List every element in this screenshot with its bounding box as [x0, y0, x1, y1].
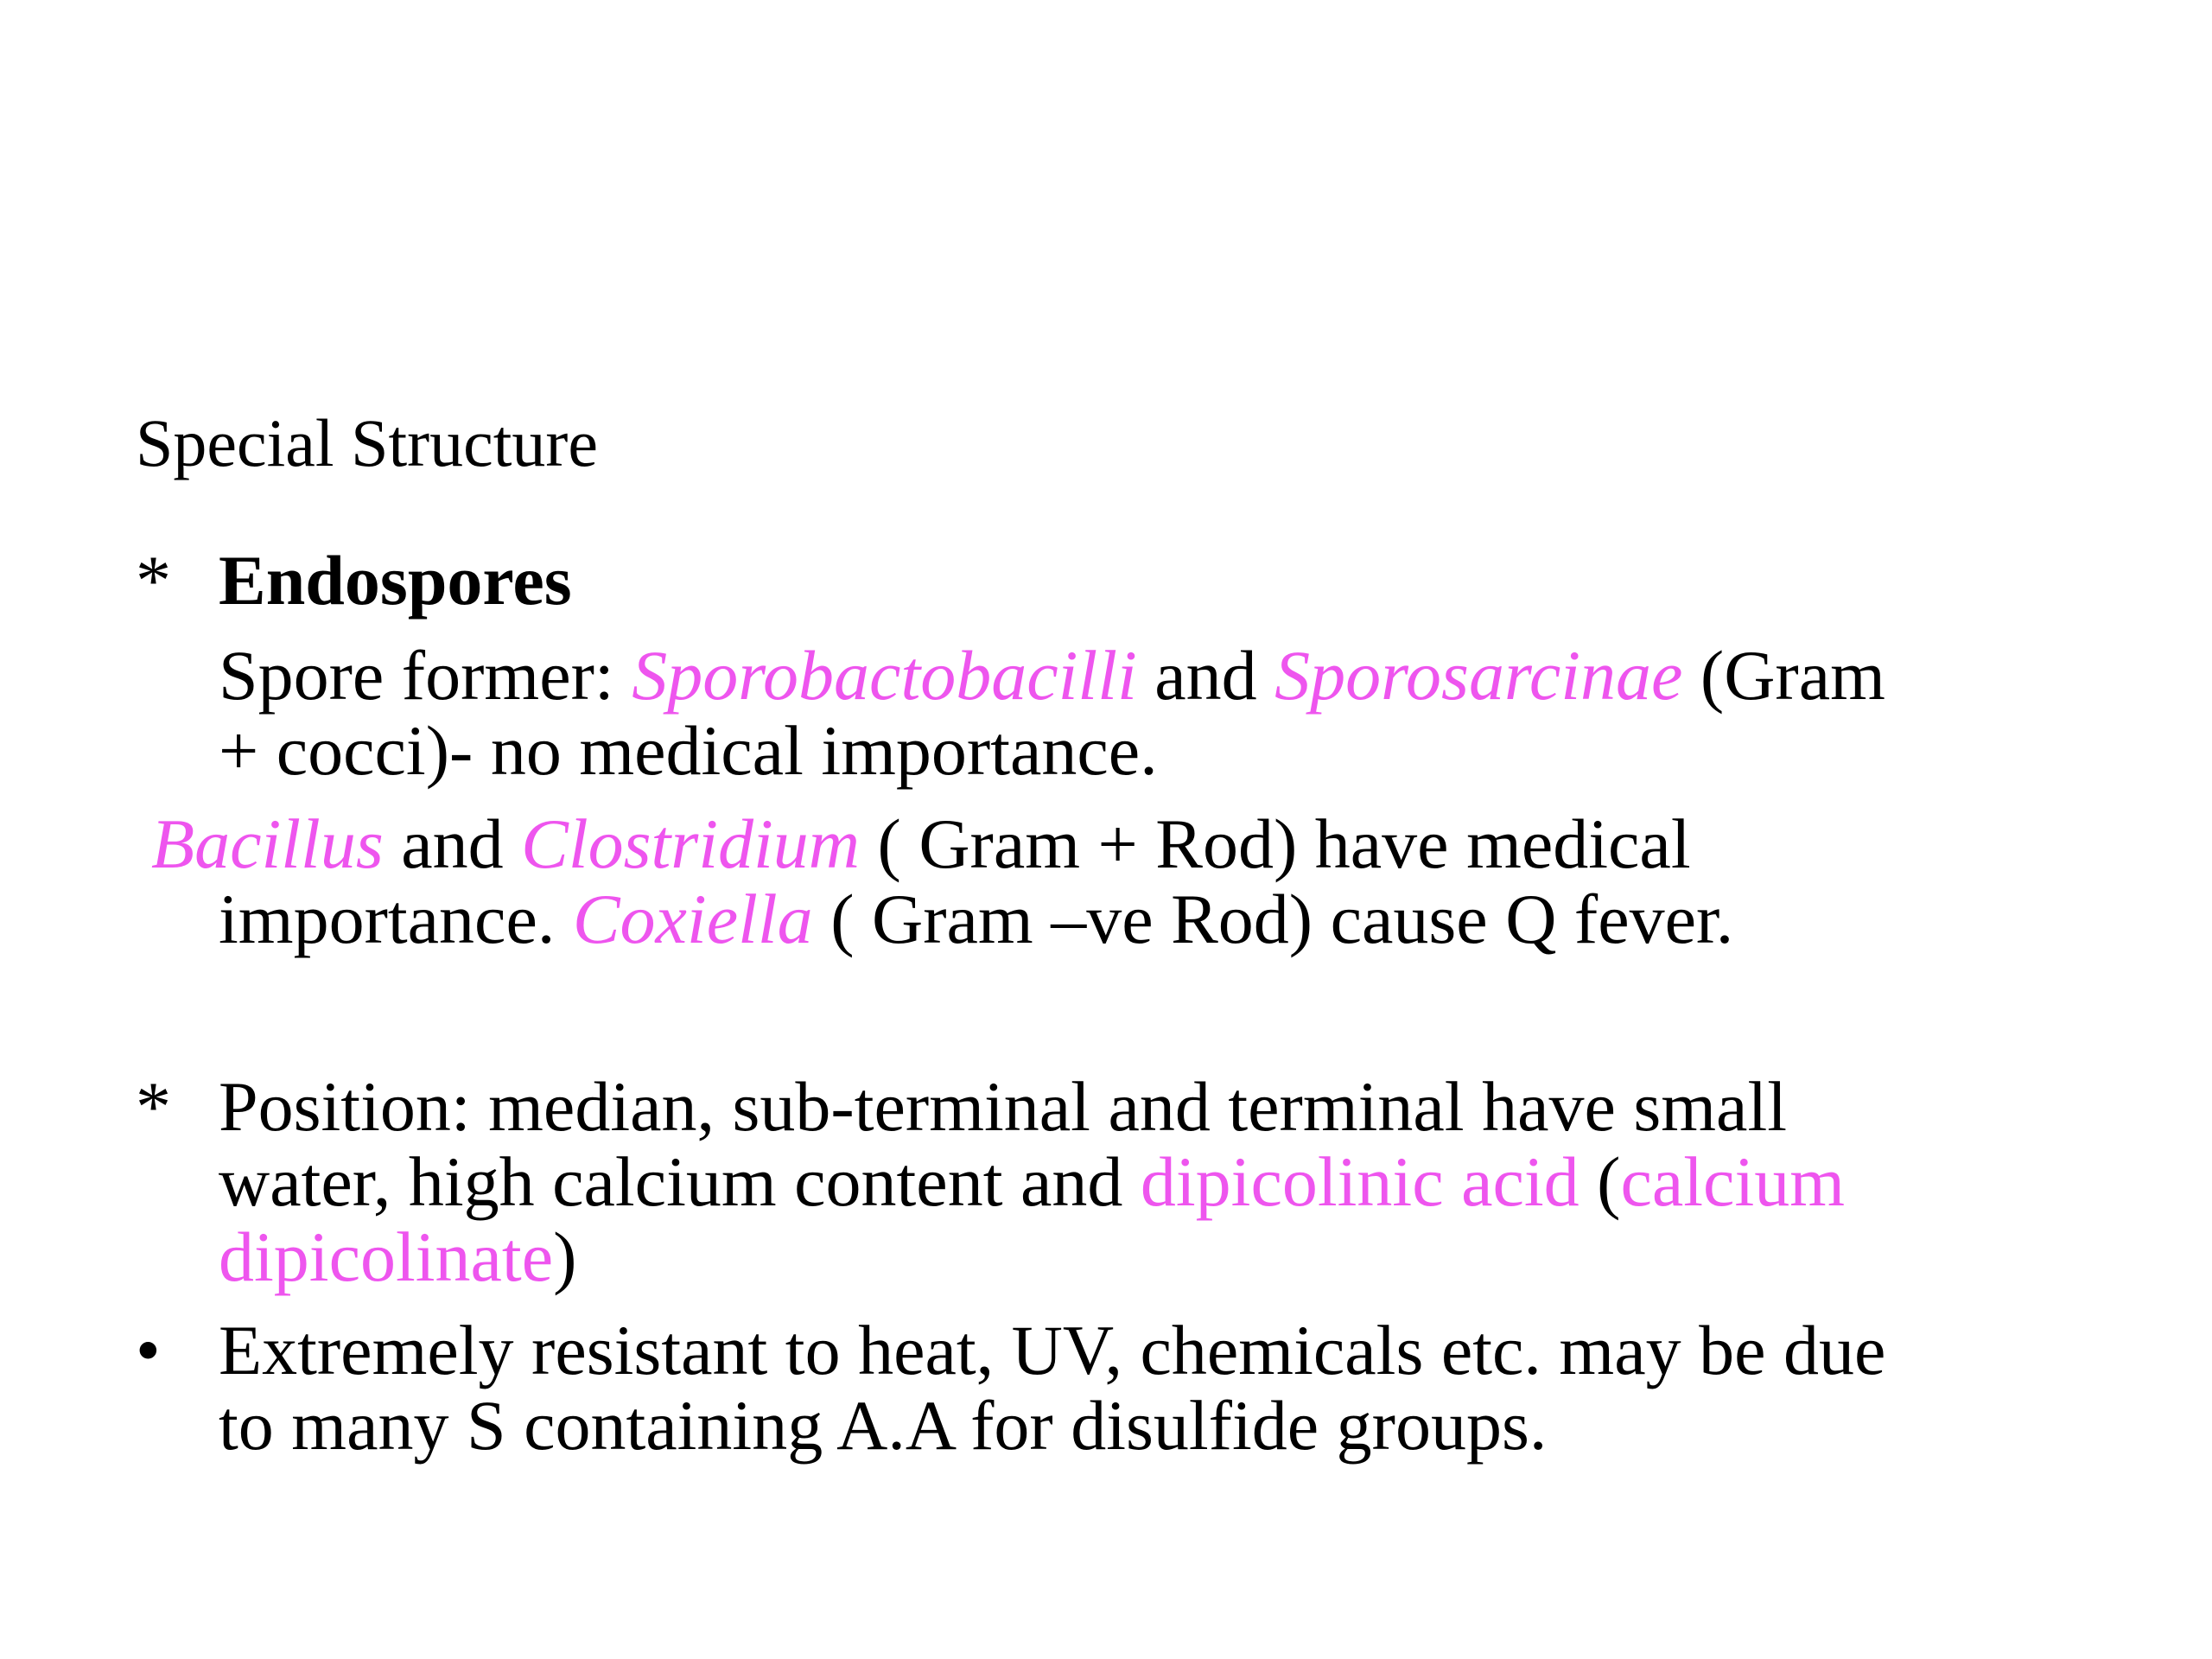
position-line-3 [219, 1219, 576, 1294]
asterisk-marker: * [136, 541, 171, 620]
open-paren: ( [1579, 1142, 1621, 1221]
spore-former-line [219, 638, 1885, 713]
genus-sporobactobacilli: Sporobactobacilli [632, 636, 1137, 715]
genus-clostridium: Clostridium [521, 804, 861, 883]
position-line-1: Position: median, sub-terminal and terminal have small [219, 1067, 1788, 1146]
medical-importance-line-2 [219, 881, 1733, 957]
endospores-title: Endospores [219, 541, 572, 620]
importance-lead: importance. [219, 880, 573, 958]
genus-bacillus: Bacillus [151, 804, 384, 883]
q-fever-note: ( Gram –ve Rod) cause Q fever. [812, 880, 1734, 958]
position-lead: water, high calcium content and [219, 1142, 1141, 1221]
spore-former-line-2: + cocci)- no medical importance. [219, 711, 1158, 790]
spore-former-label: Spore former: [219, 636, 632, 715]
conjunction: and [383, 804, 522, 883]
resistance-line-2: to many S containing A.A for disulfide groups. [219, 1386, 1548, 1465]
resistance-line-1: Extremely resistant to heat, UV, chemicals etc. may be due [219, 1311, 1886, 1389]
term-dipicolinic-acid: dipicolinic acid [1140, 1142, 1580, 1221]
gram-note-start: (Gram [1682, 636, 1885, 715]
close-paren: ) [553, 1217, 577, 1296]
bullet-marker: • [136, 1311, 161, 1389]
conjunction: and [1136, 636, 1275, 715]
genus-coxiella: Coxiella [572, 880, 813, 958]
term-calcium: calcium [1620, 1142, 1846, 1221]
asterisk-marker: * [136, 1067, 171, 1146]
gram-rod-note: ( Gram + Rod) have medical [860, 804, 1691, 883]
position-line-2 [219, 1144, 1845, 1219]
term-dipicolinate: dipicolinate [219, 1217, 554, 1296]
medical-importance-line [151, 806, 1691, 881]
genus-sporosarcinae: Sporosarcinae [1274, 636, 1683, 715]
slide-heading: Special Structure [136, 405, 598, 480]
